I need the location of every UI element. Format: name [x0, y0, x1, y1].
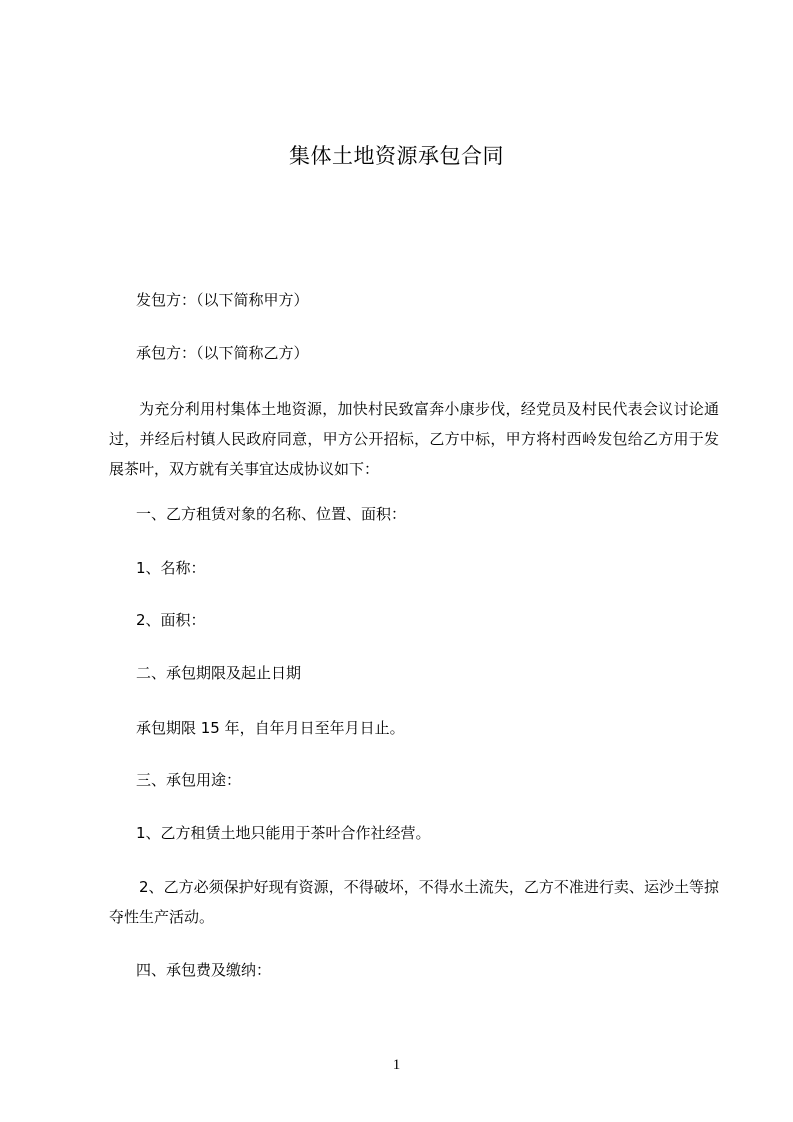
section-1-heading: 一、乙方租赁对象的名称、位置、面积： — [136, 505, 407, 523]
document-title: 集体土地资源承包合同 — [289, 144, 504, 168]
item-3-1: 1、乙方租赁土地只能用于茶叶合作社经营。 — [136, 824, 431, 842]
party-a-line: 发包方：（以下简称甲方） — [136, 291, 309, 309]
intro-paragraph: 为充分利用村集体土地资源，加快村民致富奔小康步伐，经党员及村民代表会议讨论通过，并经后村镇人民政府同意，甲方公开招标，乙方中标，甲方将村西岭发包给乙方用于发展茶叶，双方就有关事宜达成协议如下： — [109, 400, 719, 478]
item-3-2: 2、乙方必须保护好现有资源，不得破坏，不得水土流失，乙方不准进行卖、运沙土等掠夺性生产活动。 — [109, 878, 719, 926]
section-2-heading: 二、承包期限及起止日期 — [136, 664, 302, 682]
section-3-heading: 三、承包用途： — [136, 771, 242, 789]
party-b-line: 承包方：（以下简称乙方） — [136, 344, 309, 362]
term-line: 承包期限 15 年，自年月日至年月日止。 — [136, 719, 405, 737]
item-1-1: 1、名称： — [136, 559, 206, 577]
item-1-2: 2、面积： — [136, 611, 206, 629]
page-number: 1 — [392, 1057, 401, 1073]
section-4-heading: 四、承包费及缴纳： — [136, 961, 272, 979]
